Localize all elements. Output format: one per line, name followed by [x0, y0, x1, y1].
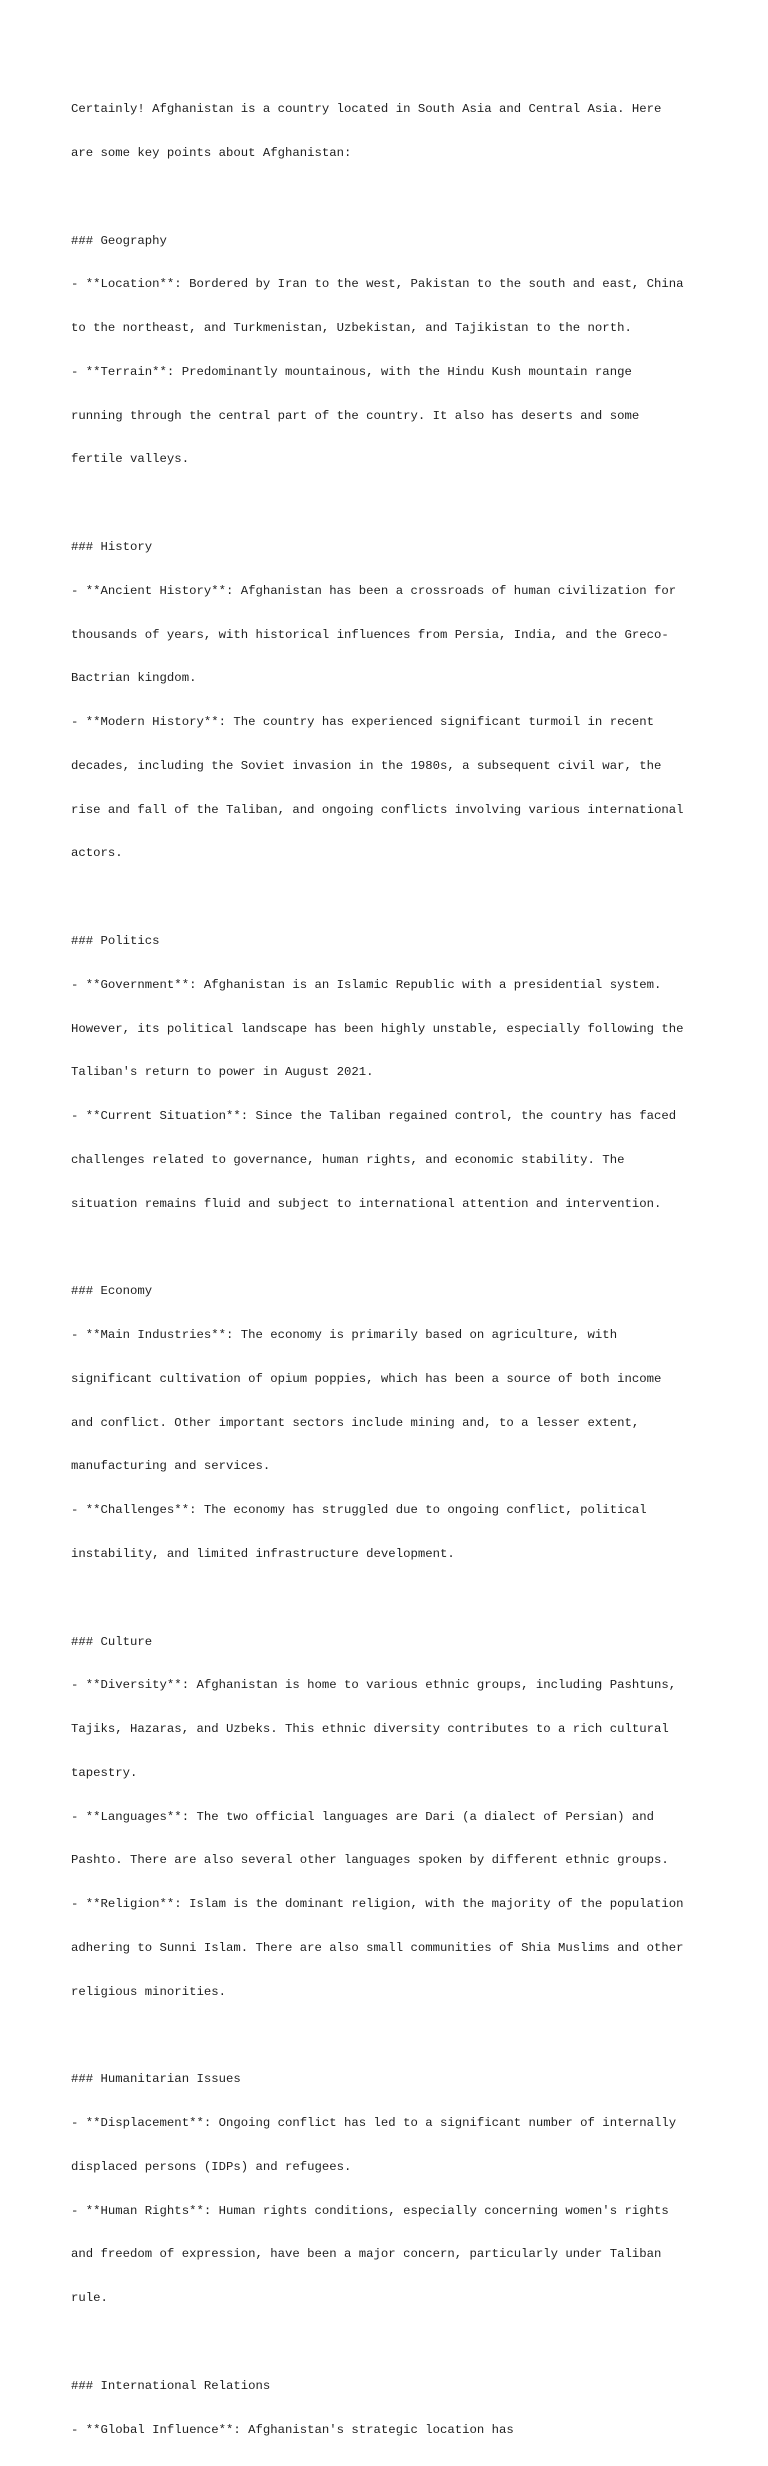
section-heading: ### Geography [71, 233, 167, 248]
section-culture [71, 1605, 711, 2028]
section-politics [71, 905, 711, 1241]
body-line: - **Global Influence**: Afghanistan's strategic location has [71, 2422, 514, 2437]
section-heading: ### Economy [71, 1284, 153, 1299]
body-line: adhering to Sunni Islam. There are also small communities of Shia Muslims and other [71, 1941, 684, 1955]
body-line: - **Languages**: The two official languages are Dari (a dialect of Persian) and [71, 1809, 654, 1824]
body-line: - **Government**: Afghanistan is an Islamic Republic with a presidential system. [71, 977, 662, 992]
body-line: - **Human Rights**: Human rights conditions, especially concerning women's rights [71, 2203, 669, 2218]
section-humanitarian-issues [71, 2043, 711, 2335]
document-page [71, 73, 711, 2466]
body-line: - **Displacement**: Ongoing conflict has led to a significant number of internally [71, 2116, 677, 2131]
body-line: and conflict. Other important sectors include mining and, to a lesser extent, [71, 1415, 640, 1430]
section-heading: ### Culture [71, 1634, 153, 1649]
intro-line: are some key points about Afghanistan: [71, 145, 352, 160]
body-line: actors. [71, 846, 123, 861]
body-line: - **Religion**: Islam is the dominant religion, with the majority of the population [71, 1897, 684, 1912]
body-line: - **Challenges**: The economy has struggled due to ongoing conflict, political [71, 1503, 647, 1518]
body-line: Pashto. There are also several other languages spoken by different ethnic groups. [71, 1853, 669, 1868]
section-heading: ### Humanitarian Issues [71, 2072, 241, 2087]
section-history [71, 511, 711, 890]
intro-line: Certainly! Afghanistan is a country located in South Asia and Central Asia. Here [71, 102, 662, 117]
body-line: - **Diversity**: Afghanistan is home to various ethnic groups, including Pashtuns, [71, 1678, 677, 1693]
body-line: - **Ancient History**: Afghanistan has been a crossroads of human civilization for [71, 583, 677, 598]
intro-paragraph [71, 73, 711, 190]
body-line: running through the central part of the country. It also has deserts and some [71, 408, 640, 423]
body-line: Bactrian kingdom. [71, 671, 197, 686]
body-line: manufacturing and services. [71, 1459, 271, 1474]
body-line: significant cultivation of opium poppies, which has been a source of both income [71, 1371, 662, 1386]
body-line: to the northeast, and Turkmenistan, Uzbekistan, and Tajikistan to the north. [71, 321, 632, 336]
body-line: - **Main Industries**: The economy is primarily based on agriculture, with [71, 1328, 618, 1343]
body-line: However, its political landscape has been highly unstable, especially following the [71, 1021, 684, 1036]
section-heading: ### History [71, 540, 153, 554]
body-line: decades, including the Soviet invasion in the 1980s, a subsequent civil war, the [71, 758, 662, 773]
body-line: instability, and limited infrastructure development. [71, 1546, 455, 1561]
body-line: fertile valleys. [71, 452, 190, 467]
body-line: religious minorities. [71, 1984, 226, 1999]
body-line: Taliban's return to power in August 2021. [71, 1065, 374, 1080]
body-line: - **Location**: Bordered by Iran to the west, Pakistan to the south and east, China [71, 277, 684, 292]
body-line: - **Current Situation**: Since the Taliban regained control, the country has faced [71, 1109, 677, 1124]
section-geography [71, 204, 711, 496]
section-heading: ### Politics [71, 934, 160, 949]
body-line: thousands of years, with historical influences from Persia, India, and the Greco- [71, 627, 669, 642]
body-line: displaced persons (IDPs) and refugees. [71, 2159, 352, 2174]
section-economy [71, 1255, 711, 1591]
section-heading: ### International Relations [71, 2378, 271, 2393]
body-line: challenges related to governance, human rights, and economic stability. The [71, 1152, 625, 1167]
body-line: - **Terrain**: Predominantly mountainous, with the Hindu Kush mountain range [71, 364, 632, 379]
body-line: rise and fall of the Taliban, and ongoing conflicts involving various international [71, 802, 684, 817]
body-line: Tajiks, Hazaras, and Uzbeks. This ethnic diversity contributes to a rich cultural [71, 1722, 669, 1737]
body-line: rule. [71, 2291, 108, 2306]
body-line: situation remains fluid and subject to international attention and intervention. [71, 1196, 662, 1211]
body-line: and freedom of expression, have been a major concern, particularly under Taliban [71, 2247, 662, 2262]
body-line: tapestry. [71, 1765, 138, 1780]
section-international-relations [71, 2350, 711, 2466]
body-line: - **Modern History**: The country has experienced significant turmoil in recent [71, 715, 654, 730]
